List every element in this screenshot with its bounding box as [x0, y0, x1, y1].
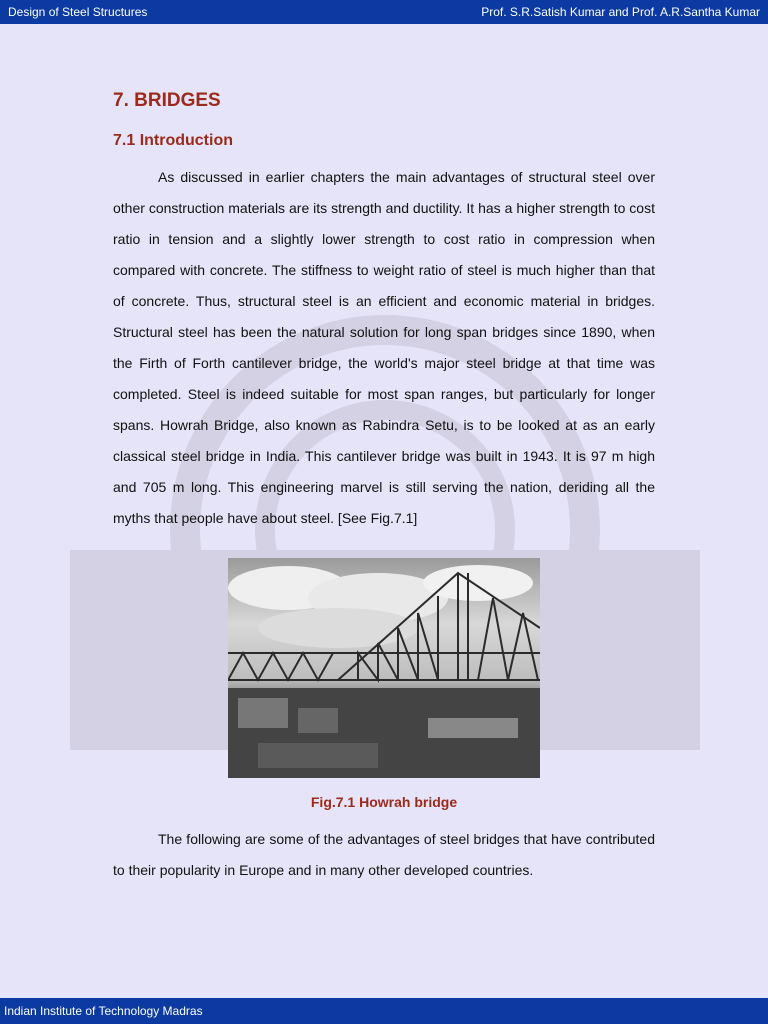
- section-title: 7.1 Introduction: [113, 132, 233, 149]
- advantages-paragraph: The following are some of the advantages of steel bridges that have contributed to their popularity in Europe and in many other developed countries.: [113, 831, 655, 878]
- page-header: [0, 0, 768, 24]
- chapter-title: 7. BRIDGES: [113, 90, 221, 111]
- intro-paragraph: As discussed in earlier chapters the main advantages of structural steel over other construction materials are its strength and ductility. It has a higher strength to cost ratio in tension and a slightly lower strength to cost ratio in compression when compared with concrete. The stiffness to weight ratio of steel is much higher than that of concrete. Thus, structural steel is an efficient and economic material in bridges. Structural steel has been the natural solution for long span bridges since 1890, when the Firth of Forth cantilever bridge, the world's major steel bridge at that time was completed. Steel is indeed suitable for most span ranges, but particularly for longer spans. Howrah Bridge, also known as Rabindra Setu, is to be looked at as an early classical steel bridge in India. This cantilever bridge was built in 1943. It is 97 m high and 705 m long. This engineering marvel is still serving the nation, deriding all the myths that people have about steel. [See Fig.7.1]: [113, 169, 655, 526]
- page-content: [113, 90, 655, 886]
- header-authors: Prof. S.R.Satish Kumar and Prof. A.R.Santha Kumar: [481, 5, 760, 19]
- figure-caption: Fig.7.1 Howrah bridge: [310, 794, 458, 810]
- header-course-title: Design of Steel Structures: [8, 5, 148, 19]
- bridge-photo-icon: [228, 558, 540, 778]
- figure: [113, 558, 655, 778]
- page-footer: [0, 998, 768, 1024]
- footer-institute: Indian Institute of Technology Madras: [4, 1004, 203, 1018]
